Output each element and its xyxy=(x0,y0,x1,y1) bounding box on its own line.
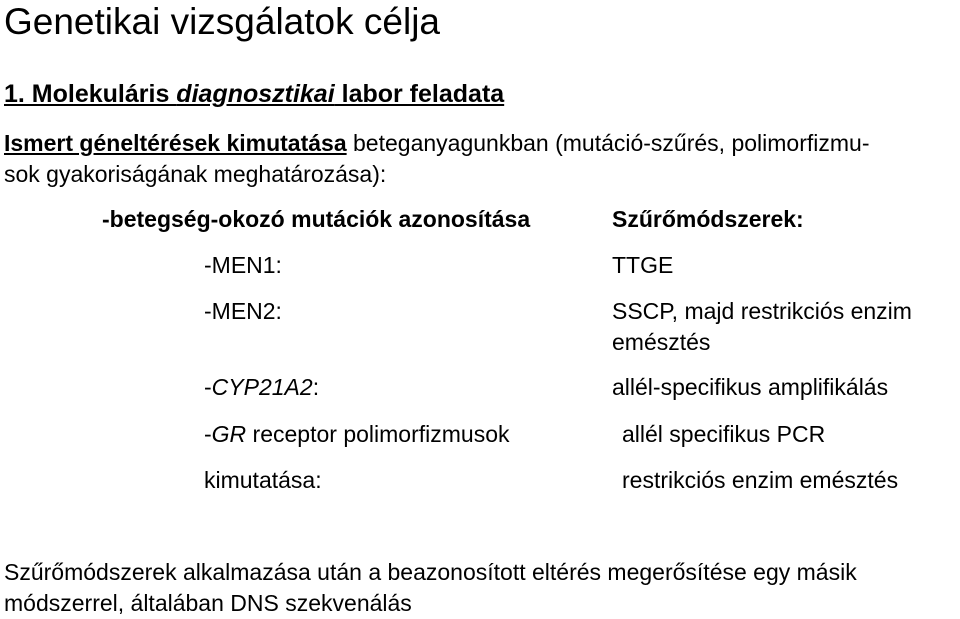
allele-specific-amplification: allél-specifikus amplifikálás xyxy=(612,374,889,400)
cyp21a2-prefix: - xyxy=(204,374,212,400)
footer-line-1: Szűrőmódszerek alkalmazása után a beazonosított eltérés megerősítése egy másik xyxy=(4,559,857,585)
gr-suffix: receptor polimorfizmusok xyxy=(246,421,510,447)
ttge-method: TTGE xyxy=(612,252,674,278)
gr-prefix: - xyxy=(204,421,212,447)
gr-gene: GR xyxy=(211,421,247,447)
intro-line-2: sok gyakoriságának meghatározása): xyxy=(4,161,387,187)
right-column-heading: Szűrőmódszerek: xyxy=(612,206,804,232)
page-title: Genetikai vizsgálatok célja xyxy=(4,1,440,42)
sscp-method-line-1: SSCP, majd restrikciós enzim xyxy=(612,298,912,324)
section-heading-italic: diagnosztikai xyxy=(176,80,335,108)
gr-receptor-label xyxy=(204,419,509,450)
intro-bold-text: Ismert géneltérések kimutatása xyxy=(4,130,347,156)
footer-line-2: módszerrel, általában DNS szekvenálás xyxy=(4,590,412,616)
cyp21a2-label xyxy=(204,372,319,403)
section-heading-suffix: labor feladata xyxy=(334,80,505,108)
left-column-heading: -betegség-okozó mutációk azonosítása xyxy=(102,206,531,232)
men2-label: -MEN2: xyxy=(204,298,282,324)
sscp-method xyxy=(612,296,912,358)
section-heading-prefix: 1. Molekuláris xyxy=(4,80,177,108)
intro-line-1-rest: beteganyagunkban (mutáció-szűrés, polimorfizmu- xyxy=(346,130,870,156)
intro-line-1 xyxy=(4,128,869,159)
sscp-method-line-2: emésztés xyxy=(612,329,711,355)
allele-specific-pcr: allél specifikus PCR xyxy=(622,421,826,447)
cyp21a2-gene: CYP21A2 xyxy=(211,374,313,400)
men1-label: -MEN1: xyxy=(204,252,282,278)
footer-note xyxy=(4,557,857,619)
gr-receptor-label-line-2: kimutatása: xyxy=(204,467,322,493)
intro-paragraph xyxy=(4,128,869,190)
restriction-enzyme-digestion: restrikciós enzim emésztés xyxy=(622,467,899,493)
cyp21a2-suffix: : xyxy=(312,374,320,400)
section-heading xyxy=(4,78,504,110)
